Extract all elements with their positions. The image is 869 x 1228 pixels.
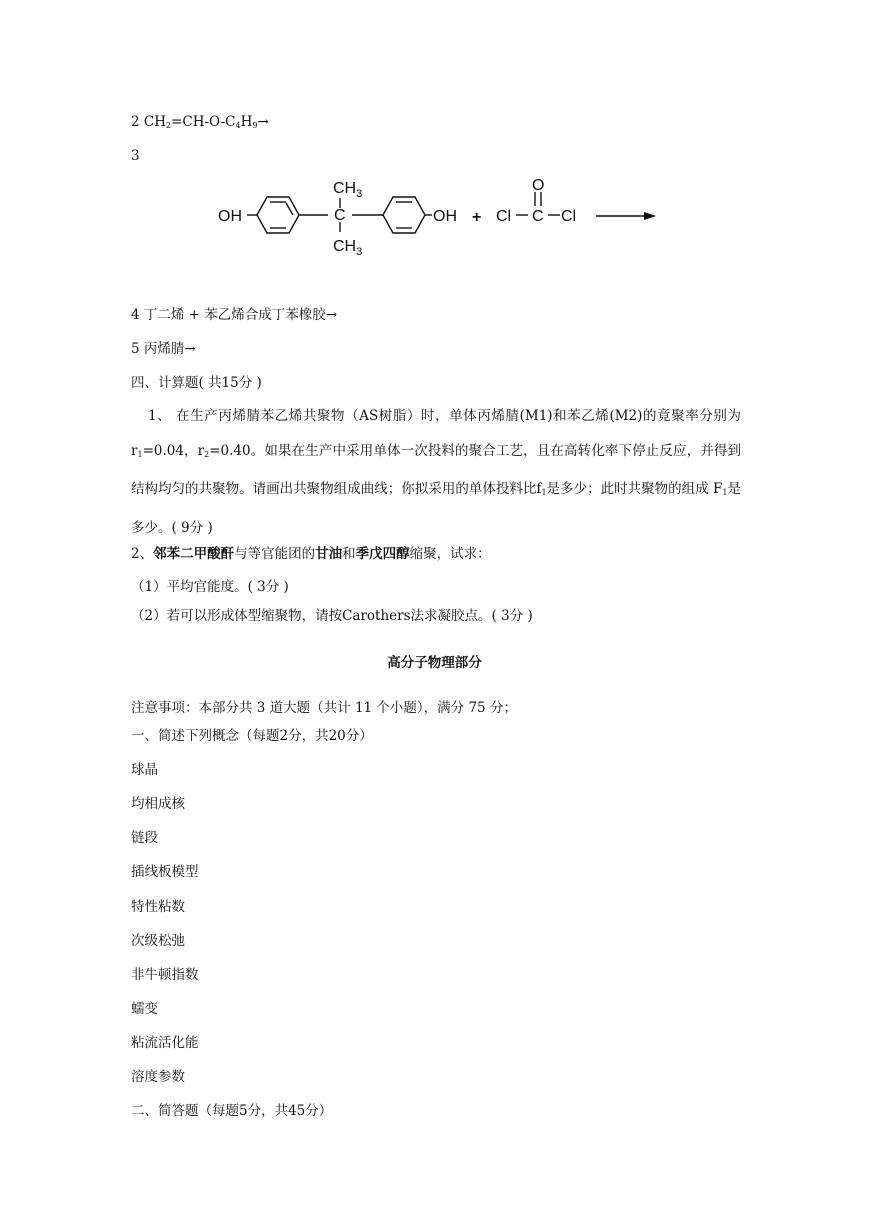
carbonyl-oxygen: O (532, 177, 545, 194)
concept-item: 均相成核 (131, 796, 185, 812)
concept-item: 特性粘数 (131, 899, 185, 915)
concept-item: 溶度参数 (131, 1069, 185, 1085)
question-5: 5 丙烯腈→ (131, 341, 196, 357)
concept-item: 球晶 (131, 762, 158, 778)
question-4: 4 丁二烯 + 苯乙烯合成丁苯橡胶→ (131, 307, 338, 323)
question-3-label: 3 (131, 148, 140, 164)
concept-item: 插线板模型 (131, 864, 199, 880)
calculation-1: 1、 在生产丙烯腈苯乙烯共聚物（AS树脂）时，单体丙烯腈(M1)和苯乙烯(M2)的竟聚率分别为$r_1=0.04$，$r_2=0.40$。如果在生产中采用单体一次投料的聚合工艺，且在高转化率下停止反应，并得到结构均匀的共聚物。请画出共聚物组成曲线；你拟采用的单体投料比$f_1$是多少；此时共聚物的组成 $F_1$是多少。( 9分 ) (131, 408, 741, 536)
concept-item: 蠕变 (131, 1001, 158, 1017)
section-4-title: 四、计算题( 共15分 ) (131, 375, 262, 391)
methyl-bottom: $CH_3$ (333, 238, 363, 258)
central-carbon: C (334, 207, 346, 224)
calculation-2-part-1: （1）平均官能度。( 3分 ) (131, 579, 289, 595)
methyl-top: $CH_3$ (333, 180, 363, 200)
notice: 注意事项：本部分共 3 道大题（共计 11 个小题），满分 75 分； (131, 700, 517, 716)
concept-item: 链段 (131, 830, 158, 846)
hydroxyl-left: OH (218, 208, 242, 225)
section-1-title: 一、简述下列概念（每题2分，共20分） (131, 728, 373, 744)
concept-item: 非牛顿指数 (131, 967, 199, 983)
calculation-2: 2、邻苯二甲酸酐与等官能团的甘油和季戊四醇缩聚，试求： (131, 546, 491, 562)
chlorine-right: Cl (561, 208, 577, 225)
concept-item: 次级松弛 (131, 933, 185, 949)
plus-sign: + (472, 209, 482, 226)
question-2-vinyl-ether: 2 $CH_2=CH-O-C_4H_9\to$ (131, 114, 269, 130)
calculation-2-part-2: （2）若可以形成体型缩聚物，请按Carothers法求凝胶点。( 3分 ) (131, 608, 533, 624)
hydroxyl-right: OH (433, 208, 457, 225)
carbonyl-carbon: C (532, 208, 544, 225)
concept-item: 粘流活化能 (131, 1035, 199, 1051)
part-title: 高分子物理部分 (387, 655, 482, 671)
chlorine-left: Cl (496, 208, 512, 225)
reaction-arrow-head (644, 212, 656, 220)
bisphenol-a-phosgene-reaction (200, 170, 670, 265)
section-2-title: 二、简答题（每题5分，共45分） (131, 1103, 333, 1119)
